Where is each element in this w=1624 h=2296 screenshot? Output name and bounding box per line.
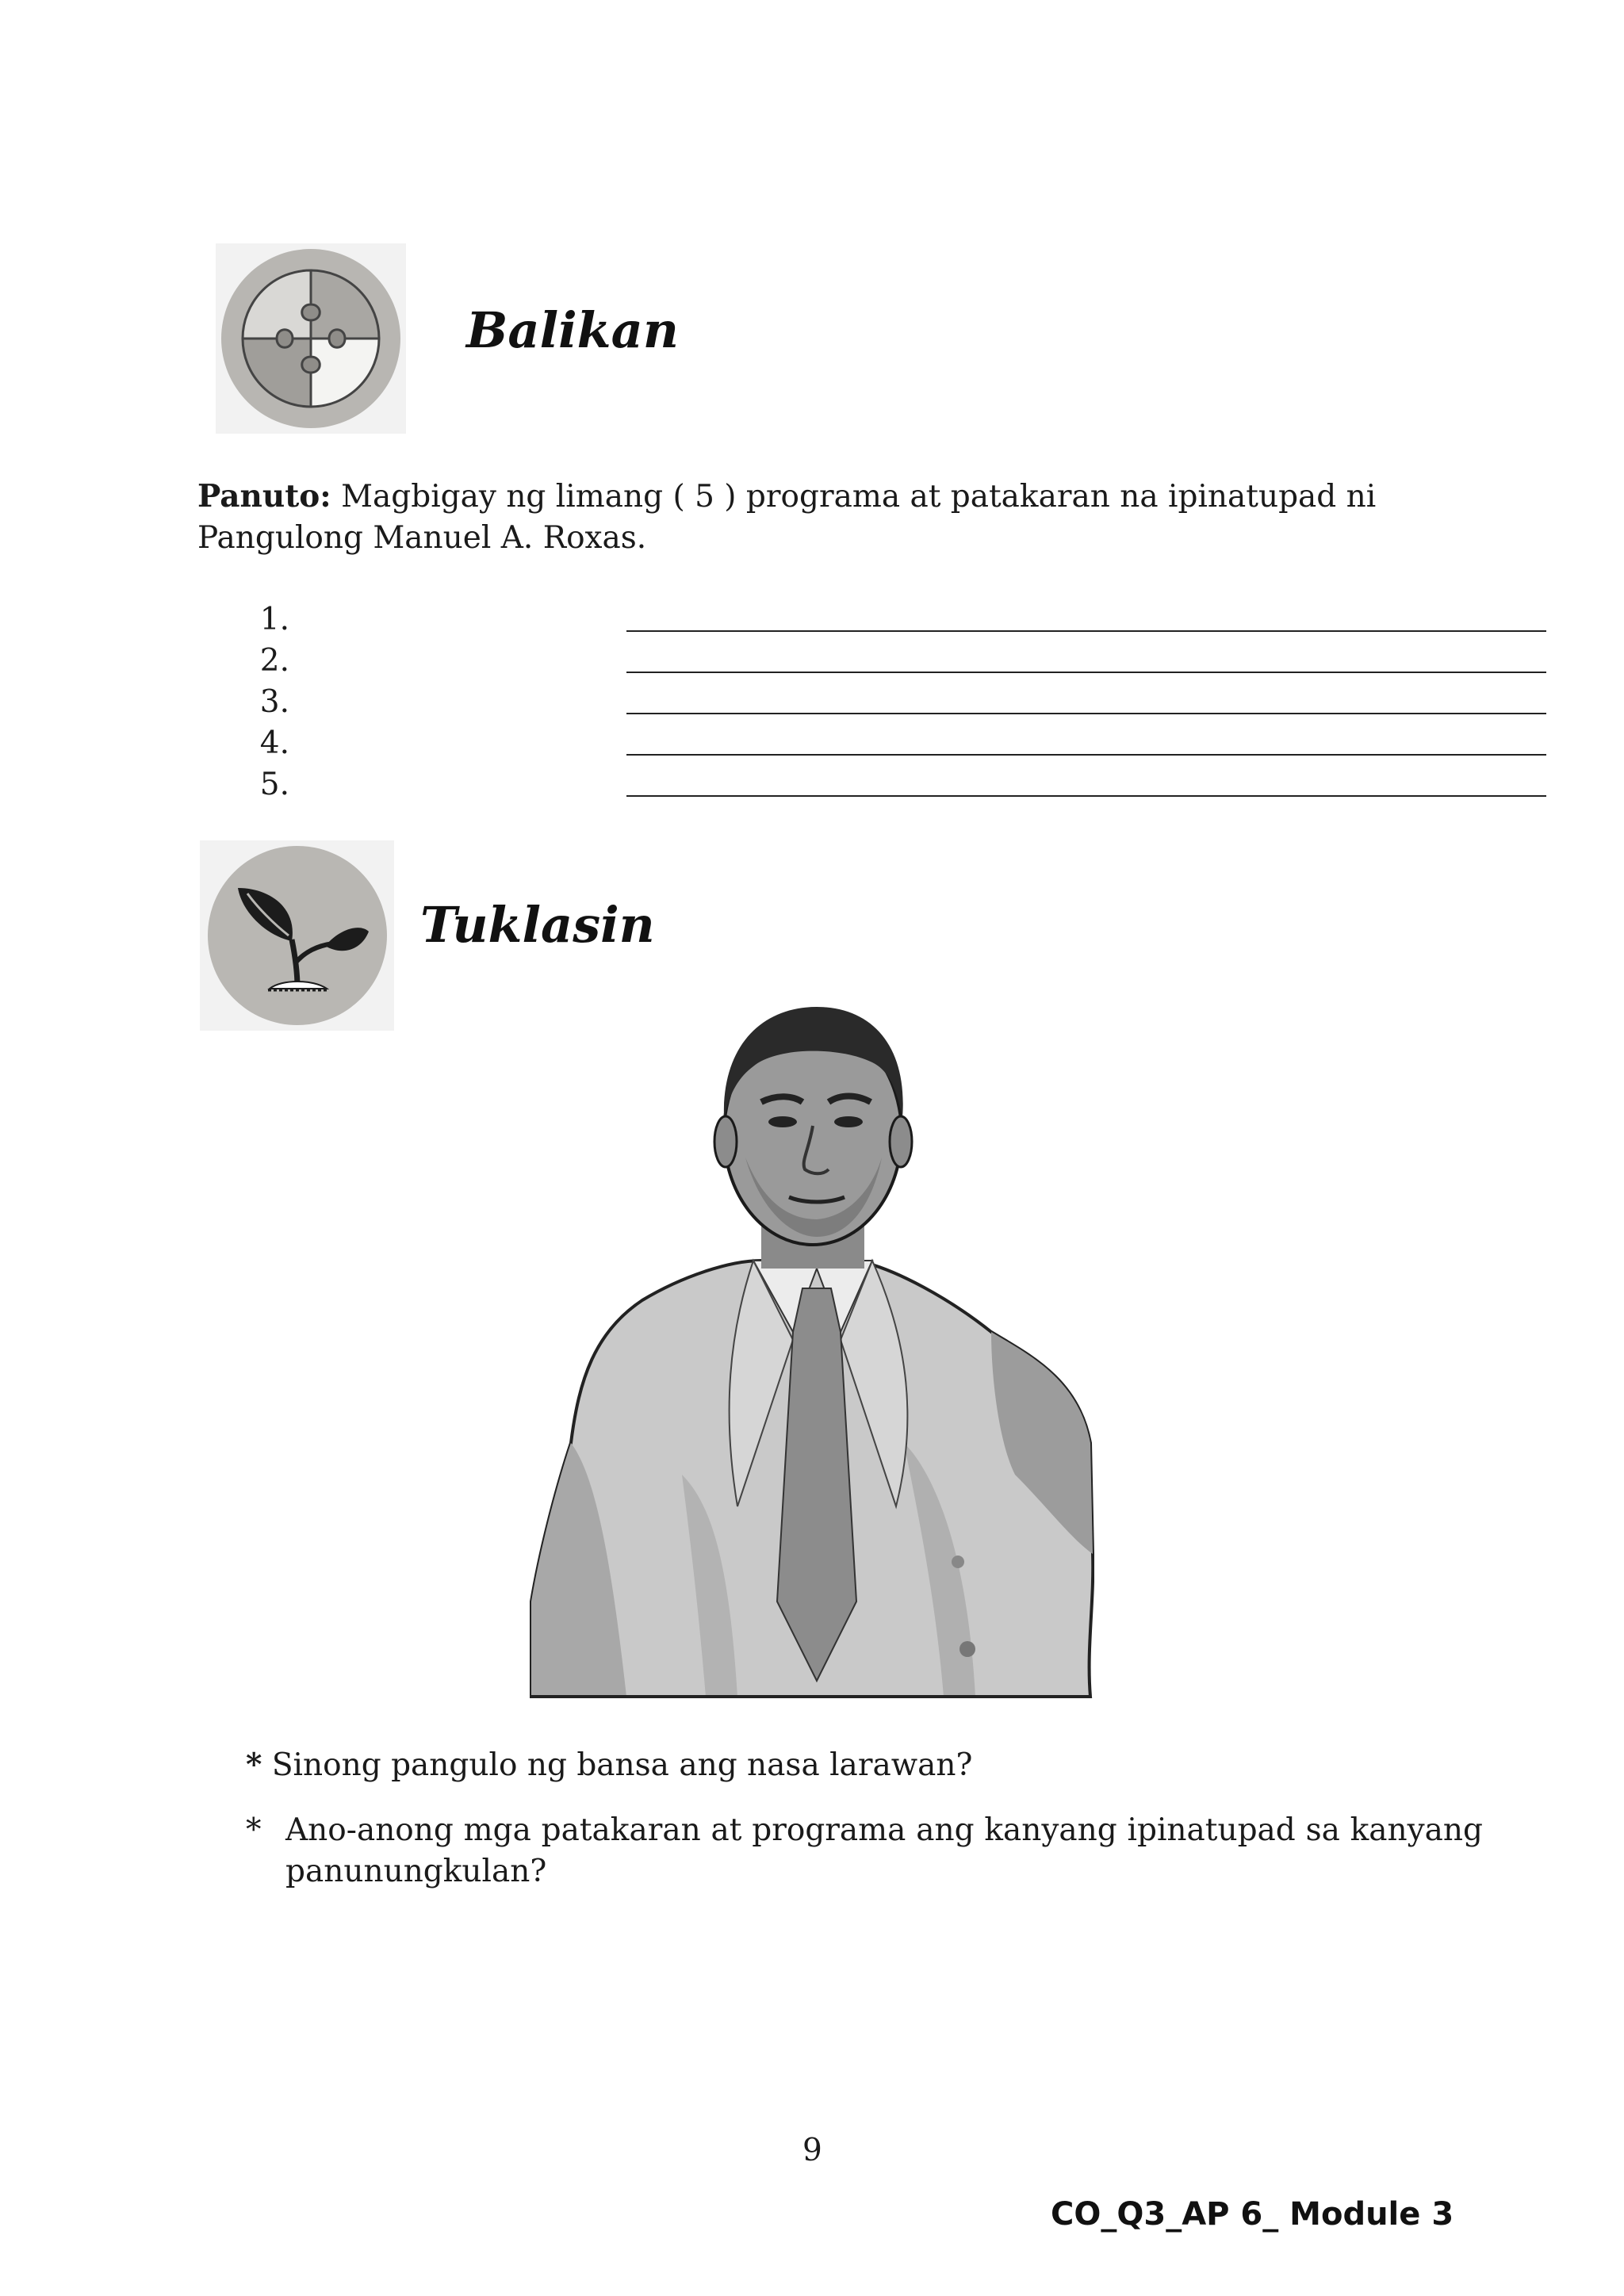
answer-list [230, 599, 1340, 805]
tuklasin-title: Tuklasin [420, 896, 655, 954]
answer-item[interactable] [230, 681, 1340, 722]
instruction-text: Magbigay ng limang ( 5 ) programa at patakaran na ipinatupad ni Pangulong Manuel A. Roxas. [197, 479, 1377, 556]
question-1 [246, 1744, 1451, 1786]
answer-line[interactable] [626, 795, 1546, 797]
answer-number: 4. [259, 725, 289, 761]
instruction-label: Panuto: [197, 478, 331, 515]
page-number: 9 [802, 2133, 822, 2168]
question-text: Sinong pangulo ng bansa ang nasa larawan? [271, 1747, 973, 1783]
answer-line[interactable] [626, 713, 1546, 714]
answer-item[interactable] [230, 722, 1340, 763]
balikan-title: Balikan [466, 301, 679, 359]
module-code: CO_Q3_AP 6_ Module 3 [1051, 2196, 1454, 2233]
answer-line[interactable] [626, 672, 1546, 673]
sprout-icon [206, 844, 389, 1027]
answer-item[interactable] [230, 599, 1340, 640]
answer-number: 3. [259, 683, 289, 720]
balikan-icon-box [216, 243, 406, 434]
answer-number: 2. [259, 642, 289, 679]
question-bullet: * [246, 1812, 262, 1848]
question-text: Ano-anong mga patakaran at programa ang kanyang ipinatupad sa kanyang panunungkulan? [285, 1812, 1483, 1889]
answer-item[interactable] [230, 640, 1340, 681]
answer-line[interactable] [626, 754, 1546, 756]
answer-line[interactable] [626, 630, 1546, 632]
tuklasin-icon-box [200, 840, 394, 1031]
question-2 [246, 1810, 1483, 1892]
instruction-paragraph [197, 476, 1442, 559]
answer-item[interactable] [230, 763, 1340, 805]
portrait-illustration [523, 999, 1094, 1701]
answer-number: 5. [259, 766, 289, 802]
puzzle-icon [220, 247, 402, 430]
answer-number: 1. [259, 601, 289, 637]
question-bullet: * [246, 1747, 262, 1783]
